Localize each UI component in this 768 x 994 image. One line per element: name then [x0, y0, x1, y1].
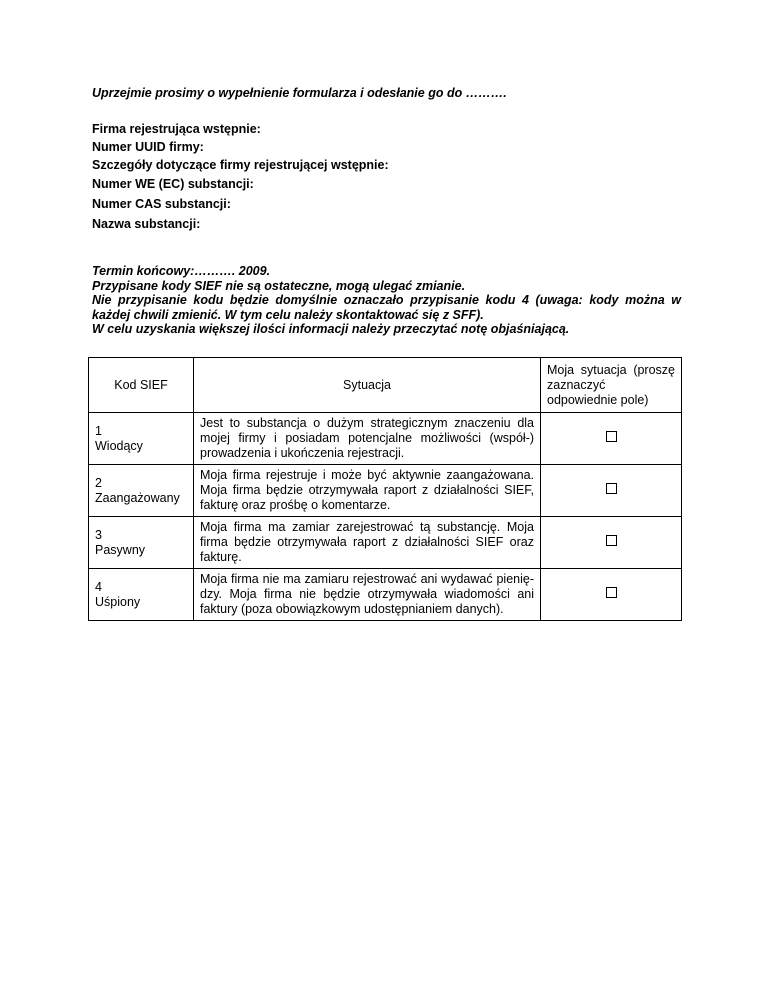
situation-cell: Moja firma ma zamiar zarejestrować tą substancję. Moja firma będzie otrzymywała raport z działalności SIEF oraz fakturę. [194, 517, 541, 569]
field-cas-number-label: Numer CAS substancji: [92, 197, 231, 211]
sief-code-table [88, 357, 682, 621]
table-header-row [89, 358, 682, 413]
involved-checkbox[interactable] [606, 483, 617, 494]
code-number: 4 [95, 579, 102, 594]
field-ec-number-label: Numer WE (EC) substancji: [92, 177, 254, 191]
codes-not-final-note: Przypisane kody SIEF nie są ostateczne, mogą ulegać zmianie. [92, 278, 466, 293]
situation-cell: Moja firma nie ma zamiaru rejestrować ani wydawać pienię-dzy. Moja firma nie będzie otrzymywała wiadomości ani faktury (poza obowiązkowym udostępnianiem danych). [194, 569, 541, 621]
field-registrant-details-label: Szczegóły dotyczące firmy rejestrującej wstępnie: [92, 158, 389, 172]
table-row [89, 413, 682, 465]
code-name: Zaangażowany [95, 490, 180, 505]
code-name: Pasywny [95, 542, 146, 557]
header-code: Kod SIEF [89, 358, 194, 413]
code-number: 3 [95, 527, 102, 542]
header-situation: Sytuacja [194, 358, 541, 413]
default-code-note: Nie przypisanie kodu będzie domyślnie oznaczało przypisanie kodu 4 (uwaga: kody można w każdej chwili zmienić. W tym celu należy skontaktować się z SFF). [92, 293, 681, 322]
code-cell [89, 569, 194, 621]
table-row [89, 517, 682, 569]
passive-checkbox[interactable] [606, 535, 617, 546]
checkbox-cell [541, 569, 682, 621]
dormant-checkbox[interactable] [606, 587, 617, 598]
table-row [89, 569, 682, 621]
code-number: 2 [95, 475, 102, 490]
situation-cell: Jest to substancja o dużym strategicznym znaczeniu dla mojej firmy i posiadam potencjalne możliwości (współ-) prowadzenia i ukończenia rejestracji. [194, 413, 541, 465]
code-cell [89, 413, 194, 465]
field-substance-name-label: Nazwa substancji: [92, 217, 201, 231]
code-name: Wiodący [95, 438, 143, 453]
checkbox-cell [541, 413, 682, 465]
header-my-situation: Moja sytuacja (proszę zaznaczyć odpowiednie pole) [541, 358, 682, 413]
table-row [89, 465, 682, 517]
lead-checkbox[interactable] [606, 431, 617, 442]
code-name: Uśpiony [95, 594, 141, 609]
explanatory-note-reference: W celu uzyskania większej ilości informacji należy przeczytać notę objaśniającą. [92, 322, 570, 336]
checkbox-cell [541, 465, 682, 517]
deadline-note: Termin końcowy:………. 2009. [92, 264, 271, 278]
field-uuid-label: Numer UUID firmy: [92, 140, 204, 154]
checkbox-cell [541, 517, 682, 569]
field-registrant-label: Firma rejestrująca wstępnie: [92, 122, 261, 136]
code-cell [89, 517, 194, 569]
situation-cell: Moja firma rejestruje i może być aktywnie zaangażowana. Moja firma będzie otrzymywała raport z działalności SIEF, fakturę oraz prośbę o komentarze. [194, 465, 541, 517]
notes-block [92, 264, 681, 337]
code-number: 1 [95, 423, 102, 438]
code-cell [89, 465, 194, 517]
intro-text: Uprzejmie prosimy o wypełnienie formularza i odesłanie go do ………. [92, 86, 507, 100]
